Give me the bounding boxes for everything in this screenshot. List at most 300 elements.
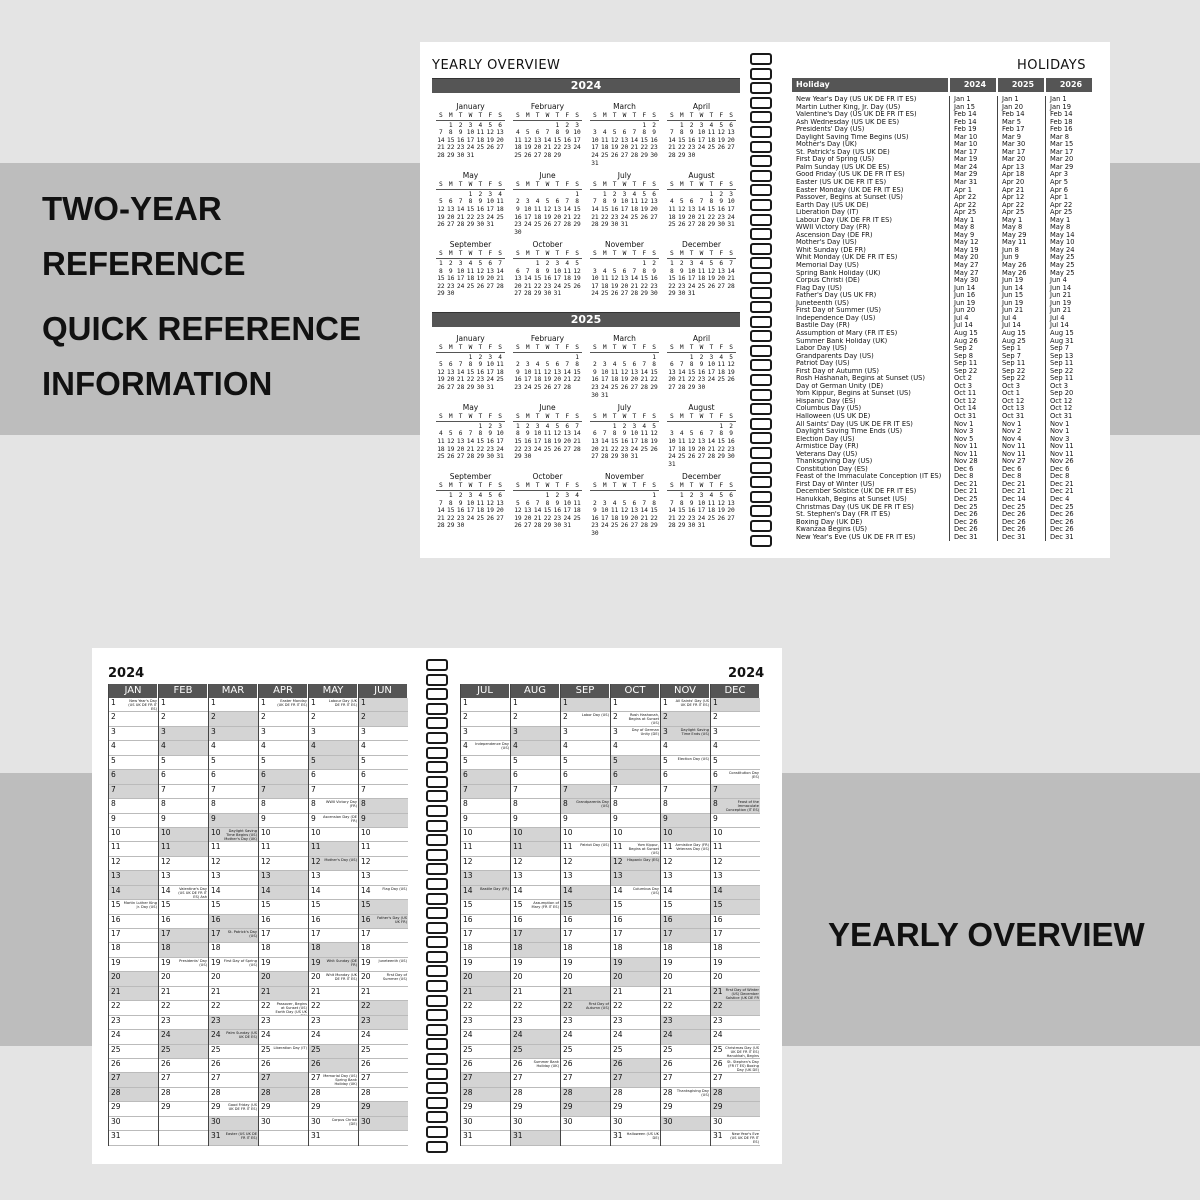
day-row[interactable]	[511, 712, 560, 726]
day-row[interactable]	[209, 770, 258, 784]
day-row[interactable]	[511, 785, 560, 799]
day-row[interactable]	[661, 1117, 710, 1131]
day-row[interactable]	[359, 785, 408, 799]
day-row[interactable]	[661, 871, 710, 885]
day-row[interactable]	[711, 871, 760, 885]
day-row[interactable]	[611, 1045, 660, 1059]
day-row[interactable]	[209, 828, 258, 842]
day-row[interactable]	[359, 958, 408, 972]
day-row[interactable]	[661, 756, 710, 770]
day-row[interactable]	[661, 943, 710, 957]
day-row[interactable]	[109, 929, 158, 943]
day-row[interactable]	[209, 1117, 258, 1131]
day-row[interactable]	[611, 1102, 660, 1116]
day-row[interactable]	[259, 857, 308, 871]
day-row[interactable]	[309, 871, 358, 885]
day-row[interactable]	[309, 785, 358, 799]
day-row[interactable]	[511, 886, 560, 900]
day-row[interactable]	[461, 958, 510, 972]
day-row[interactable]	[511, 1045, 560, 1059]
day-row[interactable]	[711, 915, 760, 929]
day-row[interactable]	[611, 1030, 660, 1044]
day-row[interactable]	[561, 1045, 610, 1059]
day-row[interactable]	[511, 871, 560, 885]
day-row[interactable]	[109, 915, 158, 929]
day-row[interactable]	[511, 1131, 560, 1145]
day-row[interactable]	[259, 915, 308, 929]
day-row[interactable]	[109, 857, 158, 871]
day-row[interactable]	[109, 1073, 158, 1087]
day-row[interactable]	[259, 741, 308, 755]
day-row[interactable]	[561, 842, 610, 856]
day-row[interactable]	[661, 958, 710, 972]
day-row[interactable]	[259, 799, 308, 813]
day-row[interactable]	[159, 741, 208, 755]
day-row[interactable]	[109, 886, 158, 900]
day-row[interactable]	[209, 987, 258, 1001]
day-row[interactable]	[159, 1059, 208, 1073]
day-row[interactable]	[611, 814, 660, 828]
day-row[interactable]	[209, 972, 258, 986]
day-row[interactable]	[309, 1016, 358, 1030]
day-row[interactable]	[461, 900, 510, 914]
day-row[interactable]	[611, 900, 660, 914]
day-row[interactable]	[711, 857, 760, 871]
day-row[interactable]	[259, 712, 308, 726]
day-row[interactable]	[561, 943, 610, 957]
day-row[interactable]	[611, 727, 660, 741]
day-row[interactable]	[309, 698, 358, 712]
day-row[interactable]	[159, 987, 208, 1001]
day-row[interactable]	[661, 1030, 710, 1044]
day-row[interactable]	[209, 712, 258, 726]
day-row[interactable]	[259, 886, 308, 900]
day-row[interactable]	[109, 972, 158, 986]
day-row[interactable]	[661, 900, 710, 914]
day-row[interactable]	[159, 1030, 208, 1044]
day-row[interactable]	[259, 943, 308, 957]
day-row[interactable]	[561, 828, 610, 842]
day-row[interactable]	[209, 727, 258, 741]
day-row[interactable]	[461, 1131, 510, 1145]
day-row[interactable]	[259, 929, 308, 943]
day-row[interactable]	[511, 1016, 560, 1030]
day-row[interactable]	[159, 712, 208, 726]
day-row[interactable]	[359, 1016, 408, 1030]
day-row[interactable]	[711, 943, 760, 957]
day-row[interactable]	[109, 1030, 158, 1044]
day-row[interactable]	[259, 958, 308, 972]
day-row[interactable]	[259, 987, 308, 1001]
day-row[interactable]	[661, 698, 710, 712]
day-row[interactable]	[209, 1016, 258, 1030]
day-row[interactable]	[209, 943, 258, 957]
day-row[interactable]	[109, 785, 158, 799]
day-row[interactable]	[359, 770, 408, 784]
day-row[interactable]	[661, 1059, 710, 1073]
day-row[interactable]	[611, 712, 660, 726]
day-row[interactable]	[561, 1059, 610, 1073]
day-row[interactable]	[461, 1088, 510, 1102]
day-row[interactable]	[259, 1117, 308, 1131]
day-row[interactable]	[611, 929, 660, 943]
day-row[interactable]	[561, 871, 610, 885]
day-row[interactable]	[209, 785, 258, 799]
day-row[interactable]	[309, 1117, 358, 1131]
day-row[interactable]	[359, 857, 408, 871]
day-row[interactable]	[461, 943, 510, 957]
day-row[interactable]	[309, 1030, 358, 1044]
day-row[interactable]	[259, 770, 308, 784]
day-row[interactable]	[561, 929, 610, 943]
day-row[interactable]	[309, 712, 358, 726]
day-row[interactable]	[611, 842, 660, 856]
day-row[interactable]	[711, 1073, 760, 1087]
day-row[interactable]	[611, 943, 660, 957]
day-row[interactable]	[109, 799, 158, 813]
day-row[interactable]	[209, 1088, 258, 1102]
day-row[interactable]	[711, 698, 760, 712]
day-row[interactable]	[109, 900, 158, 914]
day-row[interactable]	[461, 972, 510, 986]
day-row[interactable]	[611, 1059, 660, 1073]
day-row[interactable]	[711, 741, 760, 755]
day-row[interactable]	[309, 1088, 358, 1102]
day-row[interactable]	[511, 814, 560, 828]
day-row[interactable]	[661, 886, 710, 900]
day-row[interactable]	[159, 842, 208, 856]
day-row[interactable]	[259, 1001, 308, 1015]
day-row[interactable]	[109, 1059, 158, 1073]
day-row[interactable]	[359, 741, 408, 755]
day-row[interactable]	[661, 987, 710, 1001]
day-row[interactable]	[109, 958, 158, 972]
day-row[interactable]	[611, 915, 660, 929]
day-row[interactable]	[711, 1059, 760, 1073]
day-row[interactable]	[259, 1088, 308, 1102]
day-row[interactable]	[159, 1131, 208, 1145]
day-row[interactable]	[209, 1030, 258, 1044]
day-row[interactable]	[309, 727, 358, 741]
day-row[interactable]	[209, 1073, 258, 1087]
day-row[interactable]	[461, 1117, 510, 1131]
day-row[interactable]	[209, 1059, 258, 1073]
day-row[interactable]	[309, 886, 358, 900]
day-row[interactable]	[359, 1088, 408, 1102]
day-row[interactable]	[711, 972, 760, 986]
day-row[interactable]	[209, 857, 258, 871]
day-row[interactable]	[209, 915, 258, 929]
day-row[interactable]	[309, 972, 358, 986]
day-row[interactable]	[661, 915, 710, 929]
day-row[interactable]	[661, 1001, 710, 1015]
day-row[interactable]	[159, 1073, 208, 1087]
day-row[interactable]	[159, 915, 208, 929]
day-row[interactable]	[511, 900, 560, 914]
day-row[interactable]	[461, 741, 510, 755]
day-row[interactable]	[259, 871, 308, 885]
day-row[interactable]	[661, 727, 710, 741]
day-row[interactable]	[611, 741, 660, 755]
day-row[interactable]	[309, 958, 358, 972]
day-row[interactable]	[511, 799, 560, 813]
day-row[interactable]	[259, 698, 308, 712]
day-row[interactable]	[511, 1117, 560, 1131]
day-row[interactable]	[711, 828, 760, 842]
day-row[interactable]	[511, 727, 560, 741]
day-row[interactable]	[309, 900, 358, 914]
day-row[interactable]	[561, 785, 610, 799]
day-row[interactable]	[461, 871, 510, 885]
day-row[interactable]	[259, 785, 308, 799]
day-row[interactable]	[309, 1045, 358, 1059]
day-row[interactable]	[561, 987, 610, 1001]
day-row[interactable]	[511, 929, 560, 943]
day-row[interactable]	[159, 1088, 208, 1102]
day-row[interactable]	[309, 929, 358, 943]
day-row[interactable]	[259, 814, 308, 828]
day-row[interactable]	[611, 828, 660, 842]
day-row[interactable]	[661, 828, 710, 842]
day-row[interactable]	[109, 1131, 158, 1145]
day-row[interactable]	[561, 915, 610, 929]
day-row[interactable]	[159, 814, 208, 828]
day-row[interactable]	[209, 1102, 258, 1116]
day-row[interactable]	[209, 698, 258, 712]
day-row[interactable]	[109, 842, 158, 856]
day-row[interactable]	[209, 958, 258, 972]
day-row[interactable]	[109, 1001, 158, 1015]
day-row[interactable]	[511, 987, 560, 1001]
day-row[interactable]	[359, 1001, 408, 1015]
day-row[interactable]	[209, 842, 258, 856]
day-row[interactable]	[209, 886, 258, 900]
day-row[interactable]	[711, 987, 760, 1001]
day-row[interactable]	[109, 741, 158, 755]
day-row[interactable]	[359, 756, 408, 770]
day-row[interactable]	[209, 929, 258, 943]
day-row[interactable]	[461, 987, 510, 1001]
day-row[interactable]	[711, 929, 760, 943]
day-row[interactable]	[461, 915, 510, 929]
day-row[interactable]	[511, 958, 560, 972]
day-row[interactable]	[309, 857, 358, 871]
day-row[interactable]	[259, 828, 308, 842]
day-row[interactable]	[611, 1117, 660, 1131]
day-row[interactable]	[159, 958, 208, 972]
day-row[interactable]	[159, 799, 208, 813]
day-row[interactable]	[259, 1030, 308, 1044]
day-row[interactable]	[711, 770, 760, 784]
day-row[interactable]	[461, 886, 510, 900]
day-row[interactable]	[159, 1016, 208, 1030]
day-row[interactable]	[461, 929, 510, 943]
day-row[interactable]	[109, 727, 158, 741]
day-row[interactable]	[711, 958, 760, 972]
day-row[interactable]	[611, 698, 660, 712]
day-row[interactable]	[461, 770, 510, 784]
day-row[interactable]	[561, 741, 610, 755]
day-row[interactable]	[109, 712, 158, 726]
day-row[interactable]	[561, 1073, 610, 1087]
day-row[interactable]	[611, 756, 660, 770]
day-row[interactable]	[259, 1045, 308, 1059]
day-row[interactable]	[561, 1102, 610, 1116]
day-row[interactable]	[661, 712, 710, 726]
day-row[interactable]	[661, 1045, 710, 1059]
day-row[interactable]	[711, 785, 760, 799]
day-row[interactable]	[159, 770, 208, 784]
day-row[interactable]	[159, 1045, 208, 1059]
day-row[interactable]	[209, 1001, 258, 1015]
day-row[interactable]	[359, 814, 408, 828]
day-row[interactable]	[461, 1059, 510, 1073]
day-row[interactable]	[511, 915, 560, 929]
day-row[interactable]	[611, 1073, 660, 1087]
day-row[interactable]	[259, 972, 308, 986]
day-row[interactable]	[661, 799, 710, 813]
day-row[interactable]	[359, 943, 408, 957]
day-row[interactable]	[611, 871, 660, 885]
day-row[interactable]	[711, 1102, 760, 1116]
day-row[interactable]	[561, 958, 610, 972]
day-row[interactable]	[611, 886, 660, 900]
day-row[interactable]	[259, 756, 308, 770]
day-row[interactable]	[109, 756, 158, 770]
day-row[interactable]	[359, 712, 408, 726]
day-row[interactable]	[511, 1073, 560, 1087]
day-row[interactable]	[511, 1001, 560, 1015]
day-row[interactable]	[309, 770, 358, 784]
day-row[interactable]	[461, 828, 510, 842]
day-row[interactable]	[711, 1131, 760, 1145]
day-row[interactable]	[359, 900, 408, 914]
day-row[interactable]	[159, 828, 208, 842]
day-row[interactable]	[159, 900, 208, 914]
day-row[interactable]	[109, 1117, 158, 1131]
day-row[interactable]	[109, 987, 158, 1001]
day-row[interactable]	[259, 1016, 308, 1030]
day-row[interactable]	[711, 886, 760, 900]
day-row[interactable]	[711, 900, 760, 914]
day-row[interactable]	[661, 857, 710, 871]
day-row[interactable]	[661, 842, 710, 856]
day-row[interactable]	[359, 1030, 408, 1044]
day-row[interactable]	[561, 712, 610, 726]
day-row[interactable]	[461, 1102, 510, 1116]
day-row[interactable]	[661, 785, 710, 799]
day-row[interactable]	[711, 712, 760, 726]
day-row[interactable]	[511, 1102, 560, 1116]
day-row[interactable]	[309, 1001, 358, 1015]
day-row[interactable]	[511, 698, 560, 712]
day-row[interactable]	[309, 799, 358, 813]
day-row[interactable]	[359, 929, 408, 943]
day-row[interactable]	[259, 1059, 308, 1073]
day-row[interactable]	[711, 799, 760, 813]
day-row[interactable]	[611, 972, 660, 986]
day-row[interactable]	[461, 1073, 510, 1087]
day-row[interactable]	[611, 1131, 660, 1145]
day-row[interactable]	[109, 871, 158, 885]
day-row[interactable]	[661, 770, 710, 784]
day-row[interactable]	[611, 1016, 660, 1030]
day-row[interactable]	[209, 741, 258, 755]
day-row[interactable]	[159, 929, 208, 943]
day-row[interactable]	[359, 1131, 408, 1145]
day-row[interactable]	[359, 886, 408, 900]
day-row[interactable]	[461, 1001, 510, 1015]
day-row[interactable]	[309, 1059, 358, 1073]
day-row[interactable]	[461, 842, 510, 856]
day-row[interactable]	[561, 1001, 610, 1015]
day-row[interactable]	[309, 741, 358, 755]
day-row[interactable]	[359, 1102, 408, 1116]
day-row[interactable]	[461, 1030, 510, 1044]
day-row[interactable]	[359, 871, 408, 885]
day-row[interactable]	[711, 1016, 760, 1030]
day-row[interactable]	[259, 1102, 308, 1116]
day-row[interactable]	[661, 1131, 710, 1145]
day-row[interactable]	[359, 828, 408, 842]
day-row[interactable]	[611, 1088, 660, 1102]
day-row[interactable]	[309, 915, 358, 929]
day-row[interactable]	[109, 1088, 158, 1102]
day-row[interactable]	[109, 698, 158, 712]
day-row[interactable]	[561, 799, 610, 813]
day-row[interactable]	[109, 943, 158, 957]
day-row[interactable]	[511, 741, 560, 755]
day-row[interactable]	[359, 972, 408, 986]
day-row[interactable]	[511, 943, 560, 957]
day-row[interactable]	[461, 857, 510, 871]
day-row[interactable]	[511, 842, 560, 856]
day-row[interactable]	[611, 785, 660, 799]
day-row[interactable]	[209, 871, 258, 885]
day-row[interactable]	[159, 756, 208, 770]
day-row[interactable]	[309, 756, 358, 770]
day-row[interactable]	[259, 1073, 308, 1087]
day-row[interactable]	[359, 727, 408, 741]
day-row[interactable]	[661, 1073, 710, 1087]
day-row[interactable]	[561, 814, 610, 828]
day-row[interactable]	[561, 1016, 610, 1030]
day-row[interactable]	[561, 857, 610, 871]
day-row[interactable]	[611, 1001, 660, 1015]
day-row[interactable]	[109, 1016, 158, 1030]
day-row[interactable]	[359, 698, 408, 712]
day-row[interactable]	[461, 756, 510, 770]
day-row[interactable]	[359, 1045, 408, 1059]
day-row[interactable]	[511, 770, 560, 784]
day-row[interactable]	[309, 1131, 358, 1145]
day-row[interactable]	[711, 1045, 760, 1059]
day-row[interactable]	[711, 842, 760, 856]
day-row[interactable]	[561, 727, 610, 741]
day-row[interactable]	[511, 972, 560, 986]
day-row[interactable]	[309, 842, 358, 856]
day-row[interactable]	[611, 958, 660, 972]
day-row[interactable]	[511, 1030, 560, 1044]
day-row[interactable]	[611, 857, 660, 871]
day-row[interactable]	[309, 828, 358, 842]
day-row[interactable]	[109, 770, 158, 784]
day-row[interactable]	[359, 842, 408, 856]
day-row[interactable]	[661, 929, 710, 943]
day-row[interactable]	[159, 857, 208, 871]
day-row[interactable]	[461, 727, 510, 741]
day-row[interactable]	[109, 1045, 158, 1059]
